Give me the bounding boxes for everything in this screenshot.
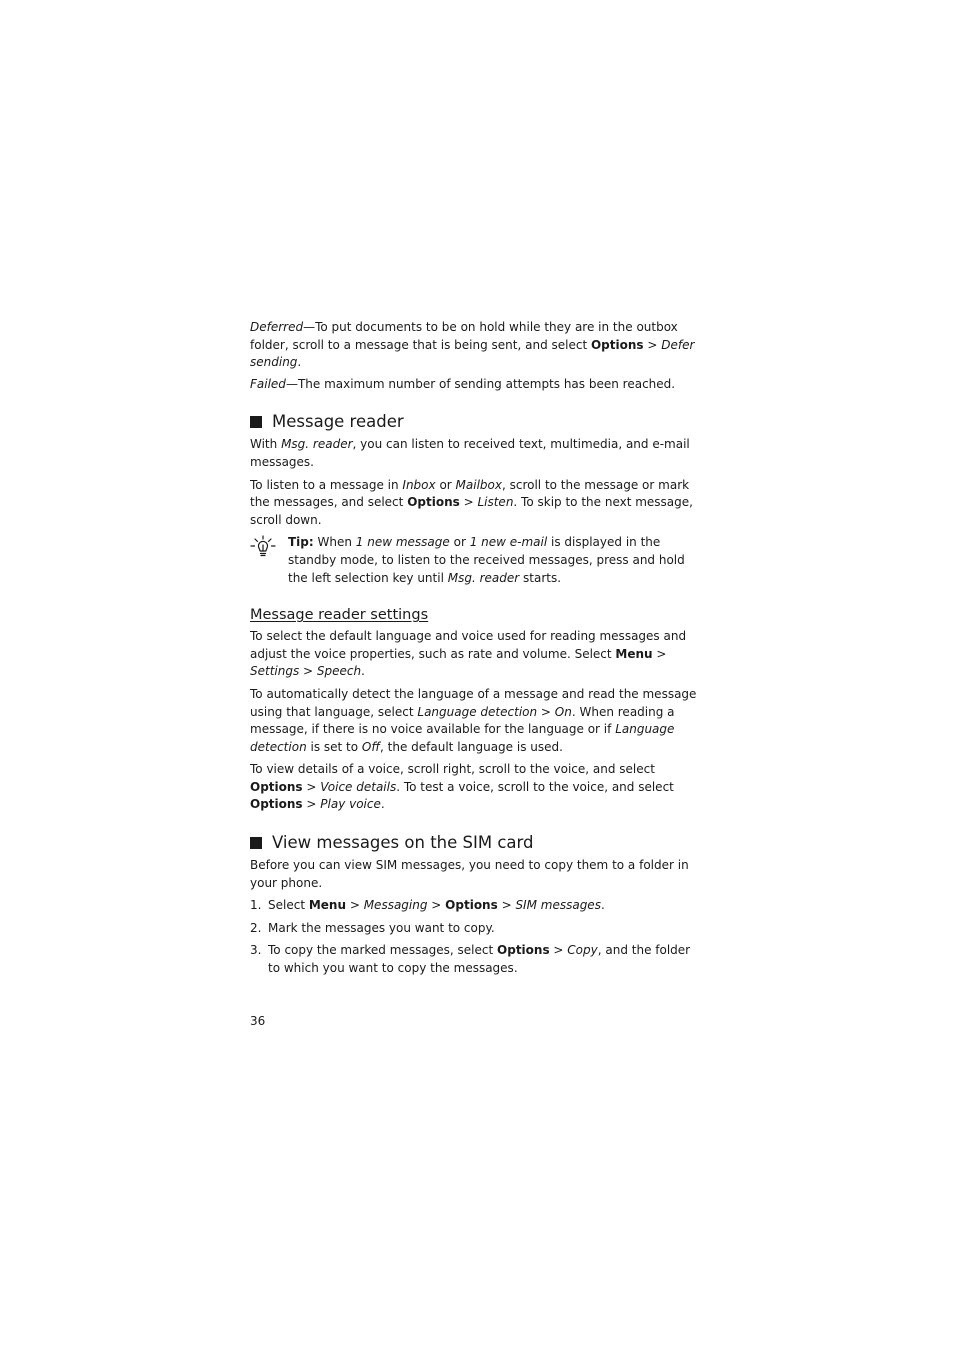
tip-text: Tip: When 1 new message or 1 new e-mail is displayed in the standby mode, to listen to the received messages, press and hold the left selection key until Msg. reader starts.	[288, 535, 685, 585]
deferred-paragraph: Deferred—To put documents to be on hold while they are in the outbox folder, scroll to a message that is being sent, and select Options > Defer sending.	[250, 320, 695, 370]
list-item: 2. Mark the messages you want to copy.	[250, 920, 495, 935]
failed-paragraph: Failed—The maximum number of sending attempts has been reached.	[250, 376, 676, 391]
reader-settings-p2: To automatically detect the language of a message and read the message using that language, select Language detection > On. When reading a message, if there is no voice available for the language or if Language detection is set to Off, the default language is used.	[250, 686, 697, 754]
page-number: 36	[250, 1014, 266, 1028]
page-content	[250, 319, 705, 978]
lightbulb-icon	[250, 534, 288, 587]
message-reader-heading: Message reader	[250, 412, 705, 432]
list-item: 1. Select Menu > Messaging > Options > SIM messages.	[250, 898, 605, 913]
sim-steps	[250, 897, 705, 977]
message-reader-intro: With Msg. reader, you can listen to received text, multimedia, and e-mail messages.	[250, 437, 690, 469]
tip-box	[250, 534, 705, 587]
section-bullet	[250, 416, 262, 428]
sim-heading: View messages on the SIM card	[250, 833, 705, 853]
list-item: 3. To copy the marked messages, select Options > Copy, and the folder to which you want to copy the messages.	[250, 943, 691, 976]
tip-label: Tip:	[288, 535, 314, 550]
failed-term: Failed	[250, 376, 286, 391]
sim-intro: Before you can view SIM messages, you need to copy them to a folder in your phone.	[250, 858, 689, 890]
reader-settings-heading: Message reader settings	[250, 607, 429, 624]
deferred-term: Deferred	[250, 320, 304, 334]
section-bullet	[250, 837, 262, 849]
reader-settings-p1: To select the default language and voice used for reading messages and adjust the voice properties, such as rate and volume. Select Menu > Settings > Speech.	[250, 629, 687, 679]
reader-settings-p3: To view details of a voice, scroll right, scroll to the voice, and select Options > Voice details. To test a voice, scroll to the voice, and select Options > Play voice.	[250, 762, 674, 812]
message-reader-listen: To listen to a message in Inbox or Mailbox, scroll to the message or mark the messages, and select Options > Listen. To skip to the next message, scroll down.	[250, 477, 693, 527]
